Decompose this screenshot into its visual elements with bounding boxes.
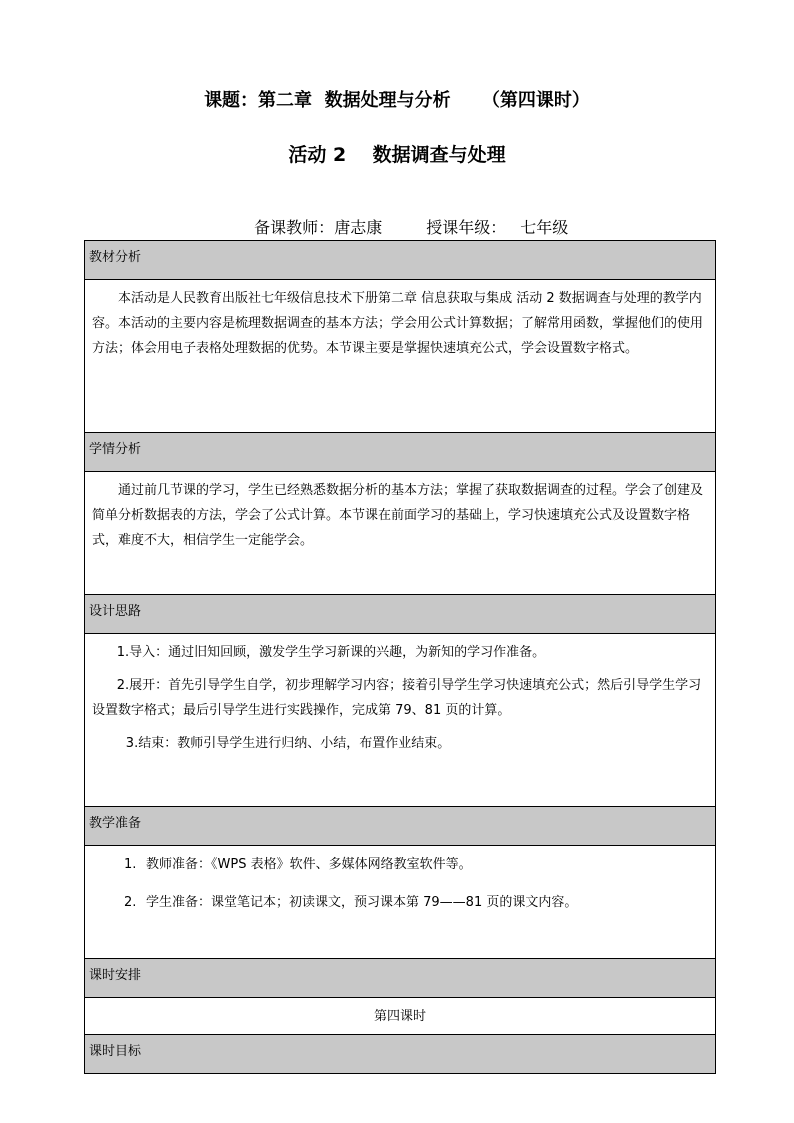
lesson-plan-table [84,240,716,1074]
design-cell [85,634,716,807]
grade-label: 授课年级： [426,218,507,237]
teacher-info-line [244,196,568,238]
course-title: 课题：第二章 数据处理与分析 （第四课时） [204,90,590,111]
materials-text: 本活动是人民教育出版社七年级信息技术下册第二章 信息获取与集成 活动 2 数据调查与处理的教学内容。本活动的主要内容是梳理数据调查的基本方法；学会用公式计算数据；了解常用函数，掌握他们的使用方法；体会用电子表格处理数据的优势。本节课主要是掌握快速填充公式，学会设置数字格式。 [92,291,704,356]
prep-heading: 教学准备 [85,807,716,846]
grade-value: 七年级 [520,218,569,237]
prep-item [92,852,708,877]
prep-item [92,890,708,915]
teacher-label: 备课教师： [254,218,335,237]
schedule-cell [85,998,716,1035]
prep-item-text: 学生准备：课堂笔记本；初读课文，预习课本第 79——81 页的课文内容。 [146,895,578,910]
activity-title: 活动 2 数据调查与处理 [288,144,506,166]
prep-item-number: 2. [124,895,137,910]
teacher-name: 唐志康 [334,218,383,237]
goals-heading: 课时目标 [85,1035,716,1074]
students-cell [85,472,716,595]
design-item: 3.结束：教师引导学生进行归纳、小结，布置作业结束。 [125,736,451,751]
design-item: 1.导入：通过旧知回顾，激发学生学习新课的兴趣，为新知的学习作准备。 [116,645,546,660]
schedule-value: 第四课时 [373,1009,426,1024]
design-heading: 设计思路 [85,595,716,634]
prep-cell [85,846,716,959]
prep-item-number: 1. [124,857,137,872]
materials-cell [85,280,716,433]
design-item: 2.展开：首先引导学生自学，初步理解学习内容；接着引导学生学习快速填充公式；然后引导学生学习设置数字格式；最后引导学生进行实践操作，完成第 79、81 页的计算。 [92,678,702,718]
materials-heading: 教材分析 [85,241,716,280]
students-text: 通过前几节课的学习，学生已经熟悉数据分析的基本方法；掌握了获取数据调查的过程。学会了创建及简单分析数据表的方法，学会了公式计算。本节课在前面学习的基础上，学习快速填充公式及设置数字格式，难度不大，相信学生一定能学会。 [92,483,704,548]
prep-item-text: 教师准备：《WPS 表格》软件、多媒体网络教室软件等。 [146,857,472,872]
students-heading: 学情分析 [85,433,716,472]
schedule-heading: 课时安排 [85,959,716,998]
